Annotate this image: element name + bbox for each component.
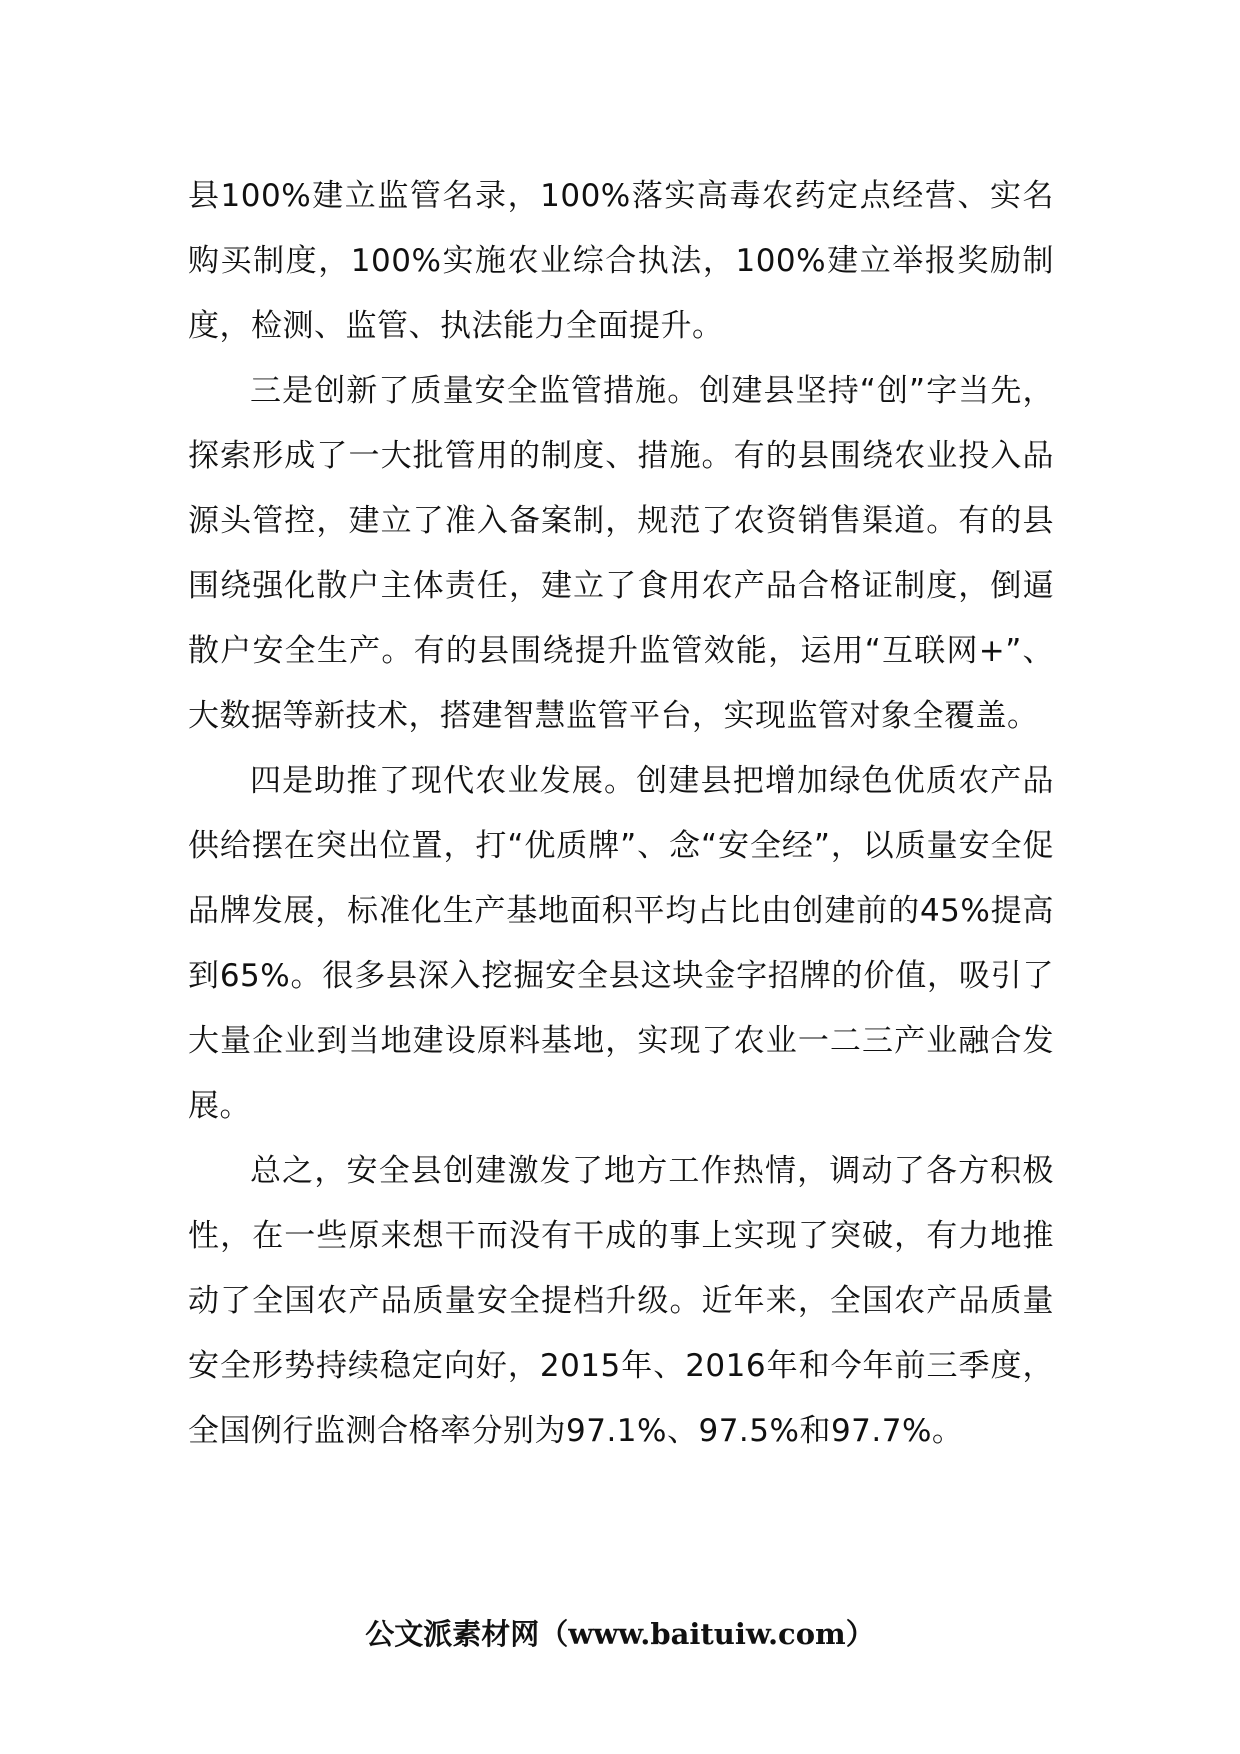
paragraph-innovation-measures: 三是创新了质量安全监管措施。创建县坚持“创”字当先，探索形成了一大批管用的制度、措施。有的县围绕农业投入品源头管控，建立了准入备案制，规范了农资销售渠道。有的县围绕强化散户主体责任，建立了食用农产品合格证制度，倒逼散户安全生产。有的县围绕提升监管效能，运用“互联网+”、大数据等新技术，搭建智慧监管平台，实现监管对象全覆盖。: [188, 373, 1054, 734]
paragraph-continued: 县100%建立监管名录，100%落实高毒农药定点经营、实名购买制度，100%实施农业综合执法，100%建立举报奖励制度，检测、监管、执法能力全面提升。: [188, 178, 1054, 344]
footer-watermark-text: 公文派素材网（www.baituiw.com）: [365, 1617, 875, 1651]
paragraph-modern-agriculture: 四是助推了现代农业发展。创建县把增加绿色优质农产品供给摆在突出位置，打“优质牌”、念“安全经”，以质量安全促品牌发展，标准化生产基地面积平均占比由创建前的45%提高到65%。很多县深入挖掘安全县这块金字招牌的价值，吸引了大量企业到当地建设原料基地，实现了农业一二三产业融合发展。: [188, 763, 1054, 1124]
document-body: [188, 164, 1054, 1464]
paragraph-summary: 总之，安全县创建激发了地方工作热情，调动了各方积极性，在一些原来想干而没有干成的事上实现了突破，有力地推动了全国农产品质量安全提档升级。近年来，全国农产品质量安全形势持续稳定向好，2015年、2016年和今年前三季度，全国例行监测合格率分别为97.1%、97.5%和97.7%。: [188, 1153, 1054, 1449]
